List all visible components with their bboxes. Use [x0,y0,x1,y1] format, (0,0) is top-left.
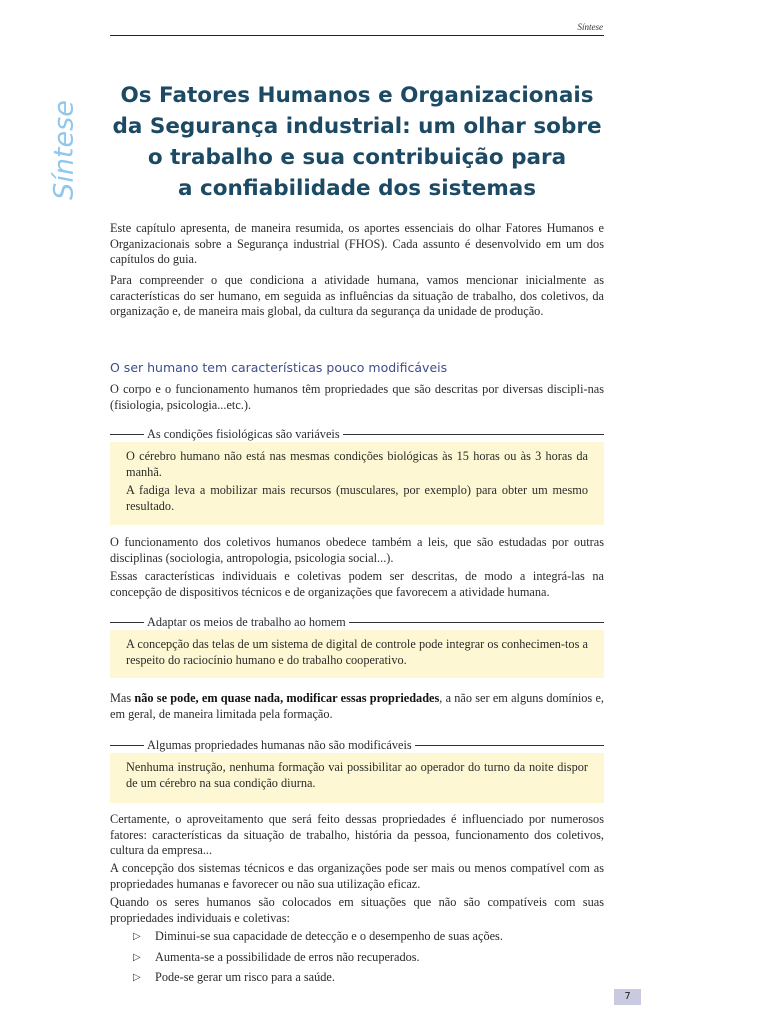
title-line: o trabalho e sua contribuição para [147,145,567,170]
box-paragraph: Nenhuma instrução, nenhuma formação vai possibilitar ao operador do turno da noite dispor de um cérebro na sua condição diurna. [126,760,588,790]
running-header: Síntese [577,22,603,32]
list-item-text: Diminui-se sua capacidade de detecção e o desempenho de suas ações. [155,929,503,943]
box-label-physiological [110,426,604,442]
emphasis-text: não se pode, em quase nada, modificar essas propriedades [134,691,440,705]
list-item [133,929,603,950]
list-item [133,950,603,971]
box-paragraph: O cérebro humano não está nas mesmas condições biológicas às 15 horas ou às 3 horas da manhã. [126,449,588,479]
box-label-adapt [110,614,604,630]
section-paragraph-2: O funcionamento dos coletivos humanos obedece também a leis, que são estudadas por outras disciplinas (sociologia, antropologia, psicologia social...). [110,535,604,565]
section-paragraph-4 [110,691,604,722]
intro-paragraph-2: Para compreender o que condiciona a atividade humana, vamos mencionar inicialmente as características do ser humano, em seguida as influências da situação de trabalho, dos coletivos, da organização e, de maneira mais global, da cultura da segurança da unidade de produção. [110,273,604,319]
box-label-text: Adaptar os meios de trabalho ao homem [147,614,346,629]
label-rule-left [110,622,144,623]
example-box-unmodifiable [110,753,604,803]
list-item [133,970,603,991]
page-number: 7 [614,989,641,1005]
list-item-text: Aumenta-se a possibilidade de erros não recuperados. [155,949,420,964]
section-paragraph-1: O corpo e o funcionamento humanos têm propriedades que são descritas por diversas discipli-nas (fisiologia, psicologia...etc.). [110,382,604,412]
example-box-adapt [110,630,604,678]
label-rule-left [110,434,144,435]
triangle-right-outline-icon: ▷ [133,931,141,942]
header-rule [110,35,604,36]
list-item-text: Pode-se gerar um risco para a saúde. [155,970,335,984]
label-rule-right [343,434,604,435]
title-line: a confiabilidade dos sistemas [177,176,537,201]
intro-paragraph-1: Este capítulo apresenta, de maneira resumida, os aportes essenciais do olhar Fatores Humanos e Organizacionais sobre a Segurança industrial (FHOS). Cada assunto é desenvolvido em um dos capítulos do guia. [110,221,604,267]
side-section-label [24,100,104,200]
section-paragraph-7: Quando os seres humanos são colocados em situações que não são compatíveis com suas propriedades individuais e coletivas: [110,895,604,925]
triangle-right-outline-icon: ▷ [133,951,141,963]
box-label-text: Algumas propriedades humanas não são modificáveis [147,737,412,752]
paragraph-text: , a não ser em alguns domínios e, em geral, de maneira limitada pela formação. [110,691,604,721]
triangle-right-outline-icon: ▷ [133,972,141,983]
section-paragraph-6: A concepção dos sistemas técnicos e das organizações pode ser mais ou menos compatível com as propriedades humanas e favorecer ou não sua utilização eficaz. [110,861,604,891]
section-paragraph-5: Certamente, o aproveitamento que será feito dessas propriedades é influenciado por numerosos fatores: características da situação de trabalho, história da pessoa, funcionamento dos coletivos, cultura da empresa... [110,812,604,858]
label-rule-left [110,745,144,746]
section-heading: O ser humano tem características pouco modificáveis [110,360,448,375]
title-line: Os Fatores Humanos e Organizacionais [120,83,594,108]
box-paragraph: A concepção das telas de um sistema de digital de controle pode integrar os conhecimen-tos a respeito do raciocínio humano e do trabalho cooperativo. [126,637,588,667]
example-box-physiological [110,442,604,525]
page-title [110,80,604,204]
paragraph-text: Mas [110,691,135,705]
box-paragraph: A fadiga leva a mobilizar mais recursos (musculares, por exemplo) para obter um mesmo resultado. [126,483,588,513]
box-label-text: As condições fisiológicas são variáveis [147,426,340,441]
label-rule-right [415,745,604,746]
box-label-unmodifiable [110,737,604,753]
title-line: da Segurança industrial: um olhar sobre [112,114,602,139]
side-section-label-text: Síntese [48,100,80,200]
label-rule-right [349,622,604,623]
section-paragraph-3: Essas características individuais e coletivas podem ser descritas, de modo a integrá-las na concepção de dispositivos técnicos e de organizações que favorecem a atividade humana. [110,569,604,599]
consequences-list [133,929,603,991]
